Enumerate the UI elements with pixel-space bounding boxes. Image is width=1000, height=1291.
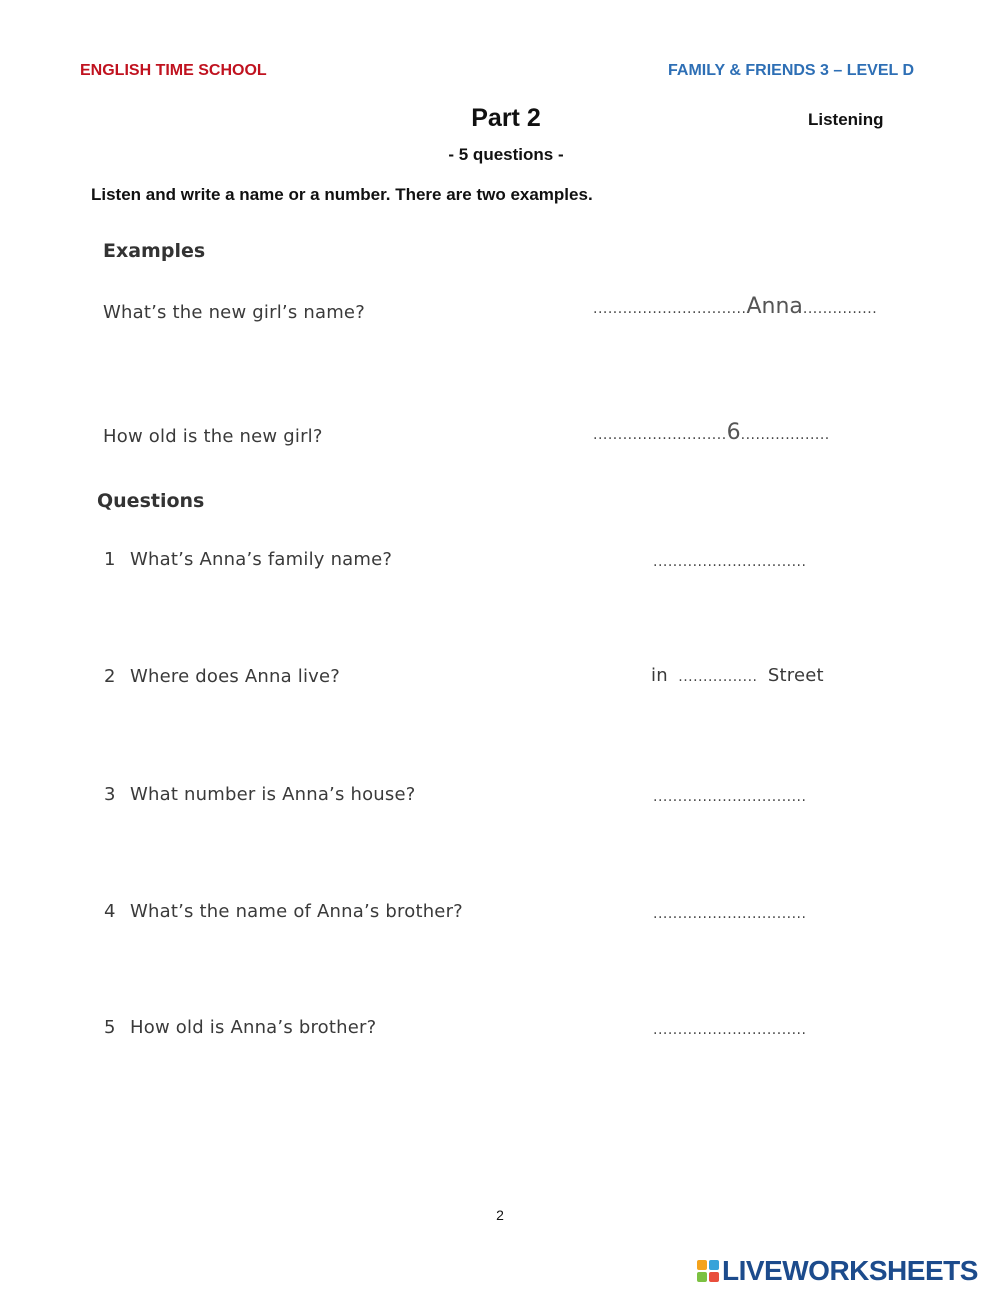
question-text: How old is Anna’s brother? [130,1017,377,1038]
brand-name: LIVEWORKSHEETS [722,1255,978,1286]
logo-square [709,1272,719,1282]
question-2 [104,666,340,687]
question-text: Where does Anna live? [130,666,341,687]
logo-square [697,1272,707,1282]
example-answer-1: Anna [746,294,803,319]
dots: .................. [740,427,830,443]
answer-prefix: in [651,665,668,686]
question-count: - 5 questions - [448,145,564,164]
question-text: What number is Anna’s house? [130,784,416,805]
page-number: 2 [496,1207,504,1223]
dots: ............................... [593,301,747,317]
examples-heading: Examples [103,240,206,262]
example-question-2: How old is the new girl? [103,426,323,447]
question-text: What’s the name of Anna’s brother? [130,901,463,922]
series-title: FAMILY & FRIENDS 3 – LEVEL D [668,62,914,79]
question-1 [104,549,392,570]
question-3 [104,784,416,805]
answer-suffix: Street [767,665,824,686]
answer-row-2 [651,665,824,686]
instruction: Listen and write a name or a number. There are two examples. [91,185,593,204]
school-name: ENGLISH TIME SCHOOL [80,62,267,79]
example-question-1: What’s the new girl’s name? [103,302,365,323]
question-number: 5 [104,1017,116,1038]
example-answer-2: 6 [726,420,741,445]
question-text: What’s Anna’s family name? [130,549,393,570]
example-answer-line-2 [593,420,830,445]
question-5 [104,1017,376,1038]
answer-field-1[interactable]: ............................... [653,554,807,570]
logo-square [697,1260,707,1270]
answer-field-4[interactable]: ............................... [653,906,807,922]
question-number: 3 [104,784,116,805]
question-number: 4 [104,901,116,922]
questions-heading: Questions [97,490,205,512]
liveworksheets-logo-icon [697,1260,719,1282]
question-number: 2 [104,666,116,687]
logo-square [709,1260,719,1270]
question-number: 1 [104,549,116,570]
answer-field-2[interactable]: ................ [678,669,758,685]
answer-field-5[interactable]: ............................... [653,1022,807,1038]
example-answer-line-1 [593,294,877,319]
dots: ............... [802,301,878,317]
skill-label: Listening [808,110,884,129]
answer-field-3[interactable]: ............................... [653,789,807,805]
question-4 [104,901,463,922]
dots: ........................... [593,427,727,443]
liveworksheets-brand[interactable] [697,1253,978,1289]
part-title: Part 2 [471,104,541,132]
